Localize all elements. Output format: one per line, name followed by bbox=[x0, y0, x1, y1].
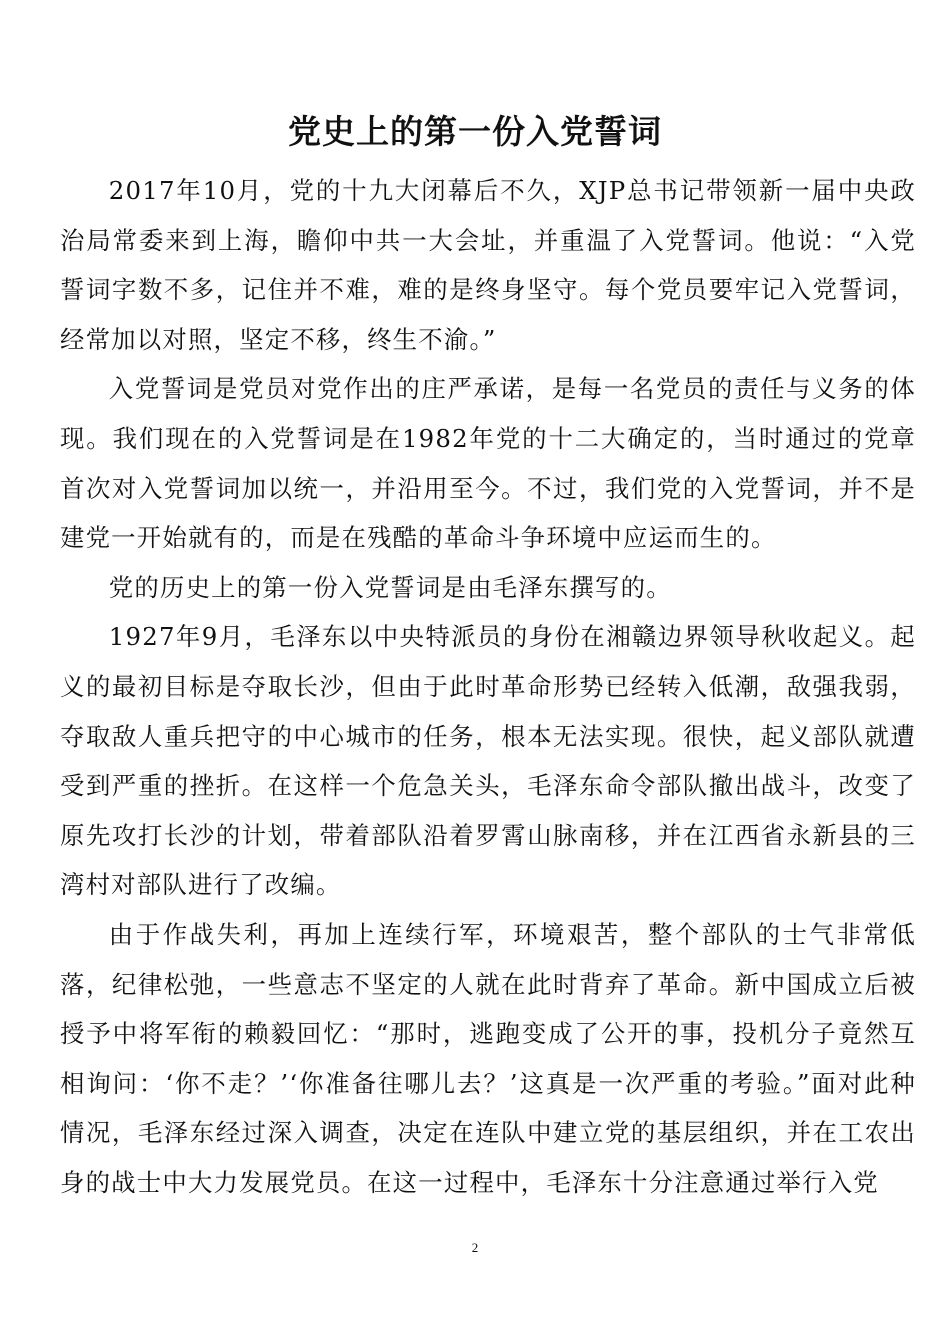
paragraph: 2017年10月，党的十九大闭幕后不久，XJP总书记带领新一届中央政治局常委来到上海，瞻仰中共一大会址，并重温了入党誓词。他说：“入党誓词字数不多，记住并不难，难的是终身坚守。每个党员要牢记入党誓词，经常加以对照，坚定不移，终生不渝。” bbox=[60, 176, 916, 354]
paragraph: 党的历史上的第一份入党誓词是由毛泽东撰写的。 bbox=[108, 572, 672, 602]
page-title: 党史上的第一份入党誓词 bbox=[288, 112, 662, 151]
document-body bbox=[60, 166, 916, 1207]
paragraph: 入党誓词是党员对党作出的庄严承诺，是每一名党员的责任与义务的体现。我们现在的入党誓词是在1982年党的十二大确定的，当时通过的党章首次对入党誓词加以统一，并沿用至今。不过，我们党的入党誓词，并不是建党一开始就有的，而是在残酷的革命斗争环境中应运而生的。 bbox=[60, 374, 916, 553]
paragraph: 1927年9月，毛泽东以中央特派员的身份在湘赣边界领导秋收起义。起义的最初目标是夺取长沙，但由于此时革命形势已经转入低潮，敌强我弱，夺取敌人重兵把守的中心城市的任务，根本无法实现。很快，起义部队就遭受到严重的挫折。在这样一个危急关头，毛泽东命令部队撤出战斗，改变了原先攻打长沙的计划，带着部队沿着罗霄山脉南移，并在江西省永新县的三湾村对部队进行了改编。 bbox=[60, 622, 916, 900]
paragraph: 由于作战失利，再加上连续行军，环境艰苦，整个部队的士气非常低落，纪律松弛，一些意志不坚定的人就在此时背弃了革命。新中国成立后被授予中将军衔的赖毅回忆：“那时，逃跑变成了公开的事，投机分子竟然互相询问：‘你不走？’‘你准备往哪儿去？’这真是一次严重的考验。”面对此种情况，毛泽东经过深入调查，决定在连队中建立党的基层组织，并在工农出身的战士中大力发展党员。在这一过程中，毛泽东十分注意通过举行入党 bbox=[60, 919, 916, 1197]
page-number: 2 bbox=[471, 1240, 479, 1255]
